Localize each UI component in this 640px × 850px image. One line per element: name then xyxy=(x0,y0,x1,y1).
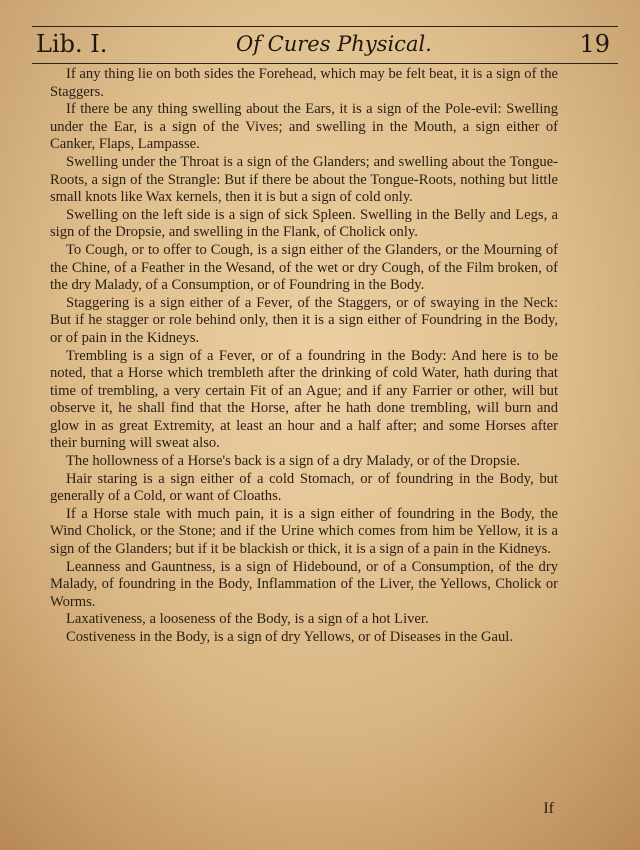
paragraph-cough: To Cough, or to offer to Cough, is a sign either of the Glanders, or the Mourning of the Chine, of a Feather in the Wesand, of the wet or dry Cough, of the Film broken, of the dry Malady, of a Consumption, or of Foundring in the Body. xyxy=(50,241,558,294)
paragraph-stale: If a Horse stale with much pain, it is a sign either of foundring in the Body, the Wind Cholick, or the Stone; and if the Urine which comes from him be Yellow, it is a sign of the Glanders; but if it be blackish or thick, it is a sign of a pain in the Kidneys. xyxy=(50,505,558,558)
paragraph-laxativeness: Laxativeness, a looseness of the Body, is a sign of a hot Liver. xyxy=(66,611,429,628)
paragraph-costiveness: Costiveness in the Body, is a sign of dry Yellows, or of Diseases in the Gaul. xyxy=(66,629,513,645)
running-header xyxy=(36,30,616,62)
paragraph-ears: If there be any thing swelling about the Ears, it is a sign of the Pole-evil: Swelling under the Ear, is a sign of the Vives; and swelling in the Mouth, a sign either of Canker, Flaps, Lampasse. xyxy=(50,101,558,153)
page-body xyxy=(50,66,558,647)
catchword: If xyxy=(543,800,554,817)
running-title: Of Cures Physical. xyxy=(236,32,432,56)
paragraph-throat: Swelling under the Throat is a sign of the Glanders; and swelling about the Tongue-Roots, a sign of the Strangle: But if there be about the Tongue-Roots, nothing but little small knots like Wax kernels, then it is but a sign of cold only. xyxy=(50,153,558,206)
paragraph-hair-staring: Hair staring is a sign either of a cold Stomach, or of foundring in the Body, but generally of a Cold, or want of Cloaths. xyxy=(50,470,558,505)
paragraph-leanness: Leanness and Gauntness, is a sign of Hidebound, or of a Consumption, of the dry Malady, of foundring in the Body, Inflammation of the Liver, the Yellows, Cholick or Worms. xyxy=(50,558,558,610)
paragraph-left-side: Swelling on the left side is a sign of sick Spleen. Swelling in the Belly and Legs, a sign of the Dropsie, and swelling in the Flank, of Cholick only. xyxy=(50,206,558,241)
paragraph-trembling: Trembling is a sign of a Fever, or of a foundring in the Body: And here is to be noted, that a Horse which trembleth after the drinking of cold Water, hath during that time of trembling, a very certain Fit of an Ague; and if any Farrier or other, will but observe it, he shall find that the Horse, after he hath done trembling, will burn and glow in as great Extremity, at least an hour and a half after; and some Horses after their burning will sweat also. xyxy=(50,347,558,452)
book-number: Lib. I. xyxy=(36,30,108,58)
paragraph-staggering: Staggering is a sign either of a Fever, of the Staggers, or of swaying in the Neck: But if he stagger or role behind only, then it is a sign either of Foundring in the Body, or of pain in the Kidneys. xyxy=(50,294,558,346)
paragraph-forehead: If any thing lie on both sides the Forehead, which may be felt beat, it is a sign of the Staggers. xyxy=(50,66,558,100)
header-top-rule xyxy=(32,26,618,27)
page-number: 19 xyxy=(579,30,610,58)
paragraph-hollowness: The hollowness of a Horse's back is a sign of a dry Malady, or of the Dropsie. xyxy=(66,453,520,470)
header-bottom-rule xyxy=(32,63,618,64)
